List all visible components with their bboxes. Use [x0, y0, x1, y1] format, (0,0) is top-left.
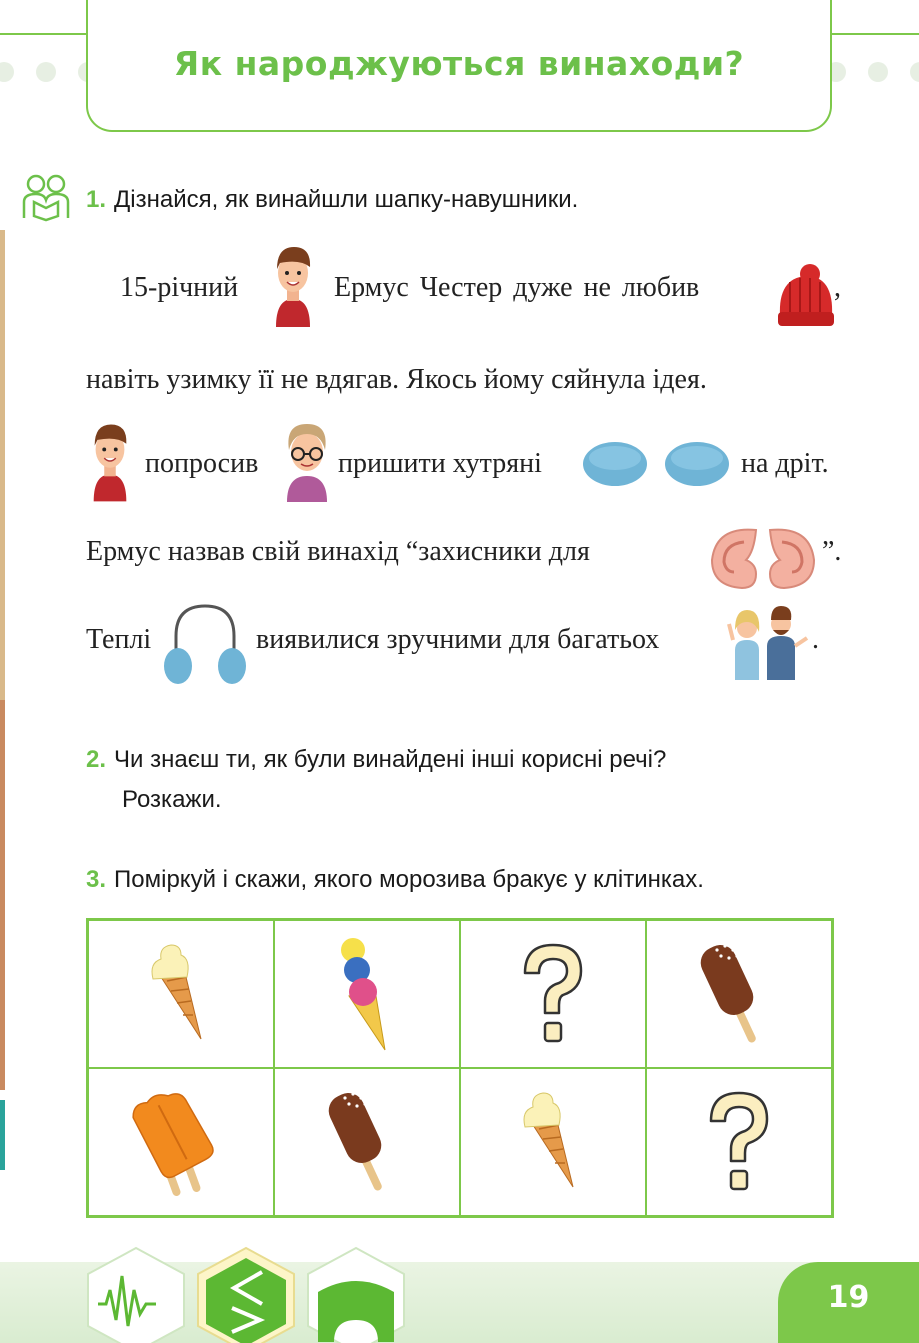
grid-cell [646, 920, 832, 1068]
header-rule-left [0, 33, 90, 35]
story-text: попросив [145, 448, 259, 479]
task2-text-cont: Розкажи. [122, 786, 222, 813]
chocolate-popsicle-icon [327, 1082, 407, 1202]
header-dots-left [0, 62, 98, 82]
header-dots-right [826, 62, 919, 82]
pair-work-icon [20, 172, 72, 222]
story-text: ”. [822, 536, 842, 567]
question-mark-icon [699, 1087, 779, 1197]
task-text: Чи знаєш ти, як були винайдені інші корисні речі? [114, 746, 667, 773]
story-text: , [834, 272, 841, 303]
title-box [86, 0, 832, 132]
task-number: 3. [86, 866, 107, 893]
story-text: . [812, 624, 819, 655]
edge-strip [0, 230, 5, 700]
grandmother-icon [279, 420, 335, 502]
story-text: 15-річний [120, 272, 239, 303]
grid-cell [646, 1068, 832, 1216]
task-text: Дізнайся, як винайшли шапку-навушники. [114, 186, 579, 213]
chocolate-popsicle-icon [699, 934, 779, 1054]
orange-double-popsicle-icon [131, 1087, 231, 1197]
boy-icon [268, 243, 318, 327]
story-text: Ермус назвав свій винахід “захисники для [86, 536, 590, 567]
winter-hat-icon [774, 262, 836, 328]
footer-hexagons [86, 1244, 416, 1343]
story-text: Теплі [86, 624, 152, 655]
fur-muff-icon [664, 440, 730, 488]
task3-heading [86, 866, 704, 894]
task-number: 1. [86, 186, 107, 213]
people-icon [727, 600, 811, 680]
edge-strip [0, 700, 5, 1090]
task2-heading [86, 746, 666, 774]
grid-cell [88, 920, 274, 1068]
boy-icon [86, 420, 134, 502]
task-text: Поміркуй і скажи, якого морозива бракує у клітинках. [114, 866, 704, 893]
page-title: Як народжуються винаходи? [173, 44, 745, 83]
question-mark-icon [513, 939, 593, 1049]
edge-strip [0, 1100, 5, 1170]
soft-serve-cone-icon [513, 1087, 593, 1197]
ears-icon [704, 522, 822, 590]
story-text: навіть узимку її не вдягав. Якось йому сяйнула ідея. [86, 364, 707, 395]
grid-cell [460, 920, 646, 1068]
story-text: на дріт. [741, 448, 829, 479]
ice-cream-grid [86, 918, 834, 1218]
grid-cell [274, 920, 460, 1068]
soft-serve-cone-icon [141, 939, 221, 1049]
story-text: Ермус Честер дуже не любив [334, 272, 700, 303]
earmuffs-icon [162, 602, 248, 686]
grid-cell [274, 1068, 460, 1216]
task1-heading [86, 186, 578, 214]
page-number: 19 [827, 1280, 870, 1315]
story-text: виявилися зручними для багатьох [256, 624, 660, 655]
story-text: пришити хутряні [338, 448, 542, 479]
header-rule-right [830, 33, 919, 35]
fur-muff-icon [582, 440, 648, 488]
grid-cell [460, 1068, 646, 1216]
three-scoop-cone-icon [327, 934, 407, 1054]
grid-cell [88, 1068, 274, 1216]
task-number: 2. [86, 746, 107, 773]
